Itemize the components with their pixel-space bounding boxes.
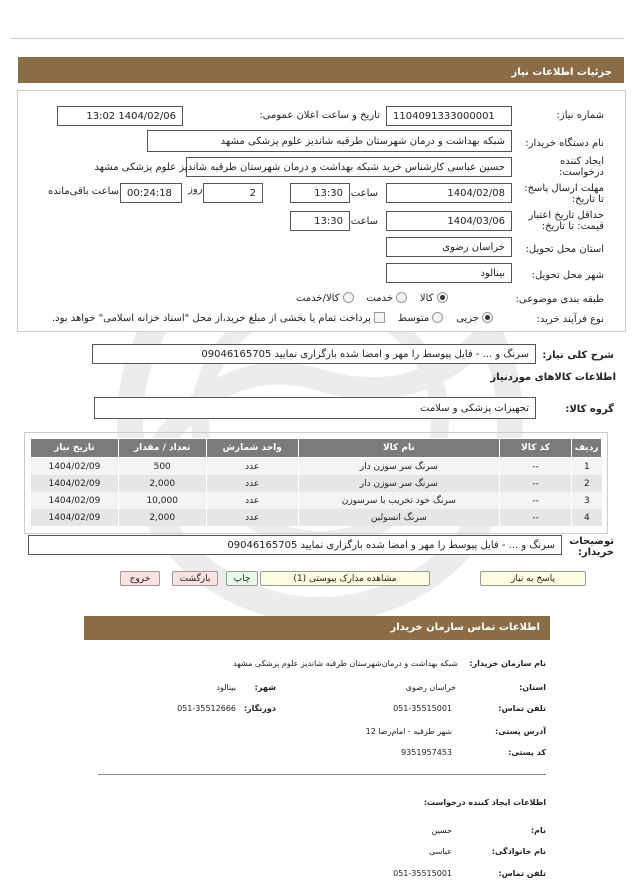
remaining-time-field: 00:24:18: [120, 183, 182, 203]
days-label: روز: [188, 184, 203, 195]
table-cell-unit: عدد: [206, 509, 298, 526]
contact-province-value: خراسان رضوی: [405, 683, 456, 692]
page-header: [18, 57, 624, 83]
summary-field: سرنگ و ... - فایل پیوسط را مهر و امضا شده بارگزاری نمایید 09046165705: [92, 344, 536, 364]
radio-selected-icon[interactable]: [437, 292, 448, 303]
contact-org-label: نام سازمان خریدار:: [469, 659, 546, 668]
column-header: نام کالا: [298, 439, 499, 458]
buyer-name-field: شبکه بهداشت و درمان شهرستان طرقبه شاندیز علوم پزشکی مشهد: [147, 130, 512, 152]
price-validity-date-field: 1404/03/06: [386, 211, 512, 231]
creator-field: حسین عباسی کارشناس خرید شبکه بهداشت و درمان شهرستان طرقبه شاندیز علوم پزشکی مشهد: [186, 157, 512, 177]
city-field: بینالود: [386, 263, 512, 283]
radio-icon[interactable]: [343, 292, 354, 303]
radio-icon[interactable]: [396, 292, 407, 303]
price-validity-label: حداقل تاریخ اعتبار قیمت: تا تاریخ:: [528, 210, 604, 232]
contact-phone-value: 051-35515001: [393, 704, 452, 713]
table-cell-name: سرنگ سر سوزن دار: [298, 458, 499, 476]
contact-address-value: شهر طرقبه - امام‌رضا 12: [365, 727, 452, 736]
contact-province-label: استان:: [519, 683, 546, 692]
send-deadline-date-field: 1404/02/08: [386, 183, 512, 203]
creator-phone-label: تلفن تماس:: [498, 869, 546, 878]
creator-label: ایجاد کننده درخواست:: [559, 156, 604, 178]
remaining-time-label: ساعت باقی‌مانده: [48, 186, 120, 197]
goods-table-header: [31, 439, 602, 458]
price-validity-time-field: 13:30: [290, 211, 350, 231]
column-header: کد کالا: [499, 439, 571, 458]
send-deadline-label: مهلت ارسال پاسخ: تا تاریخ:: [524, 183, 604, 205]
goods-section-title: اطلاعات کالاهای موردنیاز: [490, 372, 616, 383]
creator-name-value: حسین: [431, 826, 452, 835]
category-options: [296, 292, 448, 304]
table-cell-code: --: [499, 475, 571, 492]
table-cell-qty: 10,000: [118, 492, 206, 509]
table-cell-name: سرنگ خود تخریب با سرسوزن: [298, 492, 499, 509]
contact-section-header: [84, 616, 550, 640]
table-cell-row: 2: [572, 475, 602, 492]
need-number-label: شماره نیاز:: [556, 110, 604, 121]
print-button[interactable]: چاپ: [226, 571, 258, 586]
table-cell-unit: عدد: [206, 475, 298, 492]
back-button[interactable]: بازگشت: [172, 571, 218, 586]
category-option-service[interactable]: خدمت: [366, 293, 407, 304]
table-cell-date: 1404/02/09: [31, 509, 119, 526]
goods-table: [30, 438, 602, 526]
contact-address-label: آدرس پستی:: [495, 727, 546, 736]
table-cell-date: 1404/02/09: [31, 458, 119, 476]
table-cell-date: 1404/02/09: [31, 475, 119, 492]
top-divider: [10, 38, 624, 39]
checkbox-icon[interactable]: [374, 312, 385, 323]
column-header: واحد شمارش: [206, 439, 298, 458]
goods-group-field: تجهیزات پزشکی و سلامت: [94, 397, 536, 419]
buyer-name-label: نام دستگاه خریدار:: [525, 138, 604, 149]
page-title: جزئیات اطلاعات نیاز: [511, 67, 612, 78]
city-label: شهر محل تحویل:: [531, 270, 604, 281]
buyer-notes-label: توضیحات خریدار:: [569, 536, 614, 558]
contact-postal-value: 9351957453: [401, 748, 452, 757]
table-cell-row: 1: [572, 458, 602, 476]
table-cell-unit: عدد: [206, 458, 298, 476]
contact-phone-label: تلفن تماس:: [498, 704, 546, 713]
creator-phone-value: 051-35515001: [393, 869, 452, 878]
table-row: [31, 492, 602, 509]
contact-org-value: شبکه بهداشت و درمان‌شهرستان طرقبه شاندیز علوم پزشکی مشهد: [233, 659, 458, 668]
send-deadline-time-field: 13:30: [290, 183, 350, 203]
reply-to-need-button[interactable]: پاسخ به نیاز: [480, 571, 586, 586]
days-field: 2: [203, 183, 263, 203]
table-row: [31, 509, 602, 526]
exit-button[interactable]: خروج: [120, 571, 160, 586]
summary-label: شرح کلی نیاز:: [542, 350, 614, 361]
table-cell-qty: 2,000: [118, 509, 206, 526]
contact-city-label: شهر:: [254, 683, 276, 692]
table-cell-name: سرنگ سر سوزن دار: [298, 475, 499, 492]
table-cell-unit: عدد: [206, 492, 298, 509]
contact-city-value: بینالود: [216, 683, 236, 692]
process-type-label: نوع فرآیند خرید:: [536, 314, 604, 325]
contact-fax-label: دورنگار:: [243, 704, 276, 713]
category-option-goods[interactable]: کالا: [420, 293, 448, 304]
radio-icon[interactable]: [432, 312, 443, 323]
table-cell-name: سرنگ انسولین: [298, 509, 499, 526]
process-option-medium[interactable]: متوسط: [398, 313, 444, 324]
table-cell-qty: 2,000: [118, 475, 206, 492]
announce-date-label: تاریخ و ساعت اعلان عمومی:: [259, 110, 380, 121]
contact-section-title: اطلاعات تماس سازمان خریدار: [390, 622, 540, 633]
announce-date-field: 1404/02/06 13:02: [57, 106, 183, 126]
send-deadline-time-label: ساعت: [350, 188, 378, 199]
column-header: تاریخ نیاز: [31, 439, 119, 458]
contact-fax-value: 051-35512666: [177, 704, 236, 713]
table-cell-code: --: [499, 492, 571, 509]
table-row: [31, 475, 602, 492]
need-number-field: 1104091333000001: [386, 106, 512, 126]
province-field: خراسان رضوی: [386, 237, 512, 257]
table-cell-row: 4: [572, 509, 602, 526]
column-header: تعداد / مقدار: [118, 439, 206, 458]
treasury-payment-option[interactable]: پرداخت تمام یا بخشی از مبلغ خرید،از محل "اسناد خزانه اسلامی" خواهد بود.: [52, 313, 385, 324]
buyer-notes-field: سرنگ و ... - فایل پیوسط را مهر و امضا شده بارگزاری نمایید 09046165705: [28, 535, 562, 555]
goods-group-label: گروه کالا:: [565, 404, 614, 415]
process-option-minor[interactable]: جزیی: [456, 313, 493, 324]
contact-divider: [98, 774, 546, 775]
creator-family-label: نام خانوادگی:: [491, 847, 546, 856]
view-attachments-button[interactable]: مشاهده مدارک پیوستی (1): [260, 571, 430, 586]
table-cell-row: 3: [572, 492, 602, 509]
creator-family-value: عباسی: [429, 847, 452, 856]
category-label: طبقه بندی موضوعی:: [515, 294, 604, 305]
price-validity-time-label: ساعت: [350, 216, 378, 227]
table-cell-qty: 500: [118, 458, 206, 476]
contact-postal-label: کد پستی:: [508, 748, 546, 757]
creator-info-title: اطلاعات ایجاد کننده درخواست:: [423, 798, 546, 807]
table-row: [31, 458, 602, 476]
creator-name-label: نام:: [530, 826, 546, 835]
table-cell-date: 1404/02/09: [31, 492, 119, 509]
radio-selected-icon[interactable]: [482, 312, 493, 323]
table-cell-code: --: [499, 509, 571, 526]
category-option-goods-service[interactable]: کالا/خدمت: [296, 293, 354, 304]
table-cell-code: --: [499, 458, 571, 476]
column-header: ردیف: [572, 439, 602, 458]
process-type-options: [52, 312, 493, 324]
province-label: استان محل تحویل:: [525, 244, 604, 255]
